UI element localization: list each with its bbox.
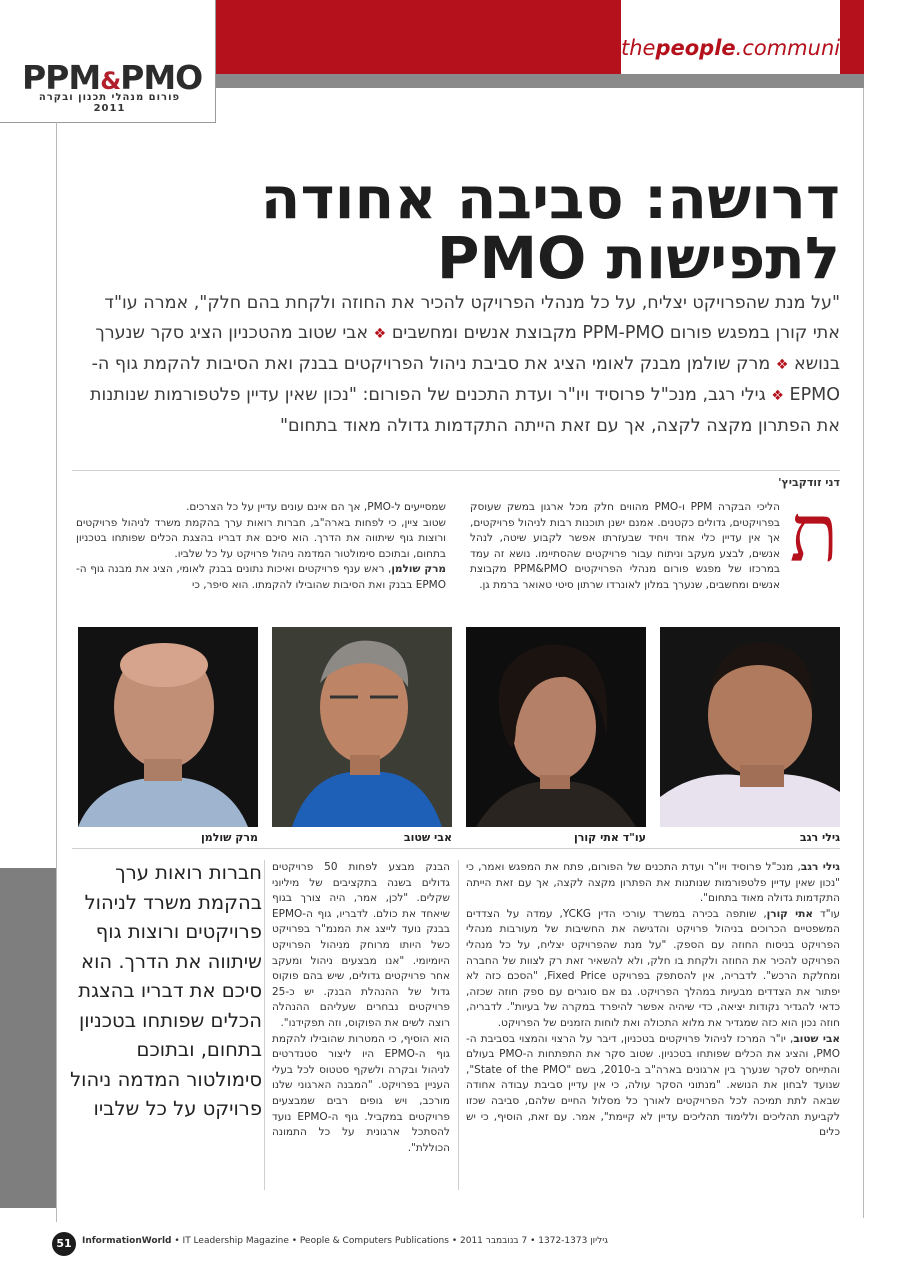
bullet-icon: •: [291, 1236, 298, 1246]
footer-publication: IT Leadership Magazine: [182, 1236, 289, 1246]
section-label-prefix: the: [621, 36, 656, 60]
side-gray-block: [0, 868, 56, 1208]
article-intro: [90, 288, 840, 441]
speaker-name: אבי שטוב: [793, 1032, 840, 1045]
photo-eti-koren: [466, 627, 646, 827]
page-frame-left: [56, 122, 57, 1222]
divider: [72, 848, 840, 849]
forum-logo: [0, 0, 216, 123]
intro-part-1: "על מנת שהפרויקט יצליח, על כל מנהלי הפרויקט להכיר את החוזה ולקחת בהם חלק", אמרה עו"ד אתי קורן במפגש פורום PPM-PMO מקבוצת אנשים ומחשבים: [104, 293, 840, 343]
photo-gili-regev: [660, 627, 840, 827]
headline-line-2: לתפישות PMO: [436, 224, 840, 292]
article-paragraph: שטוב ציין, כי לפחות בארה"ב, חברות רואות ערך בהקמת משרד לניהול פרויקטים ורוצות גוף שיתווה את הדרך. הוא סיכם את דבריו בהצגת הכלים שפותחו בטכניון בתחום, ובתוכם סימולטור המדמה ניהול פרויקט על כל שלביו.: [76, 516, 446, 560]
diamond-separator-icon: ❖: [771, 388, 784, 404]
article-column-middle: [272, 860, 450, 1156]
page-number: 51: [52, 1232, 76, 1256]
article-headline: [200, 164, 840, 292]
diamond-separator-icon: ❖: [373, 326, 387, 342]
photo-caption: גילי רגב: [799, 831, 840, 844]
article-paragraph: הוא הוסיף, כי המטרות שהובילו להקמת גוף ה-EPMO היו ליצור סטנדרטים לניהול ובקרה ולשקף סטטוס לכל בעלי העניין בפרויקט. "המבנה הארגוני שלנו מורכב, ויש גופים רבים שמבצעים פרויקטים במקביל. גוף ה-EPMO נועד להסתכל ארגונית על כל התמונה הכוללת".: [272, 1032, 451, 1154]
paragraph-text: , יו"ר המרכז לניהול פרויקטים בטכניון, דיבר על הרצוי והמצוי בסביבת ה-PMO, והציג את הכלים שפותחו בטכניון. שטוב סקר את התפתחות ה-PMO בעולם והתייחס לסקר שנערך בין ארגונים בארה"ב ב-2010, בשם "State of the PMO", שנועד לבחון את הנושא. "מנתוני הסקר עולה, כי אין עדיין סביבת עבודה אחודה שבאה לתת תמיכה לכל הפרויקטים לאורך כל מסלול החיים שלהם, סביבה שכזו לקביעת תהליכים וללימוד תהליכים עדיין לא קיימת", אמר. עם זאת, הוסיף, כי יש כלים: [466, 1032, 840, 1139]
photo-mark-shulman: [78, 627, 258, 827]
paragraph-text: עו"ד: [813, 907, 840, 920]
column-divider: [264, 860, 265, 1190]
portrait-image: [78, 627, 258, 827]
logo-text-right: PMO: [120, 58, 203, 97]
article-paragraph: [76, 562, 446, 593]
bullet-icon: •: [451, 1236, 458, 1246]
article-paragraph: שמסייעים ל-PMO, אך הם אינם עונים עדיין על כל הצרכים.: [186, 501, 446, 513]
header-red-band: [216, 0, 621, 74]
article-column-top-left: [76, 500, 446, 594]
photo-caption: אבי שטוב: [403, 831, 452, 844]
headline-line-1: דרושה: סביבה אחודה: [260, 164, 840, 232]
pull-quote: חברות רואות ערך בהקמת משרד לניהול פרויקטים ורוצות גוף שיתווה את הדרך. הוא סיכם את דבריו בהצגת הכלים שפותחו בטכניון בתחום, ובתוכם סימולטור המדמה ניהול פרויקט על כל שלביו: [70, 861, 262, 1120]
author-byline: דני זודקביץ': [778, 476, 840, 489]
section-label-suffix: .community: [735, 36, 861, 60]
speaker-name: מרק שולמן: [391, 563, 446, 576]
intro-part-3: מרק שולמן מבנק לאומי הציג את סביבת ניהול הפרויקטים בבנק ואת הסיבות להקמת גוף ה-EPMO: [91, 354, 840, 405]
footer-publication-line: [82, 1236, 608, 1246]
column-divider: [458, 860, 459, 1190]
logo-subtitle: פורום מנהלי תכנון ובקרה 2011: [38, 92, 181, 114]
speaker-name: גילי רגב: [800, 861, 840, 873]
footer-publication: InformationWorld: [82, 1236, 172, 1246]
diamond-separator-icon: ❖: [775, 357, 789, 373]
intro-part-4: גילי רגב, מנכ"ל פרוסיד ויו"ר ועדת התכנים של הפורום: "נכון שאין עדיין פלטפורמות שנותנות את הפתרון מקצה לקצה, אך עם זאת הייתה התקדמות גדולה מאוד בתחום": [90, 385, 840, 436]
article-paragraph: [466, 907, 840, 1032]
portrait-image: [272, 627, 452, 827]
article-column-right: [466, 860, 840, 1141]
article-paragraph-opening: הליכי הבקרה PPM ו-PMO מהווים חלק מכל ארגון במשק שעוסק בפרויקטים, גדולים כקטנים. אמנם ישנן תוכנות רבות לניהול פרויקטים, אך אין עדיין כלי אחד ויחיד שבעזרתו אפשר לקבוע שיטה, לנהל אנשים, לבצע מעקב וניתוח עבור פרויקטים שהסתיימו. נושא זה עמד במרכזו של מפגש פורום מנהלי הפרויקטים PPM&PMO מקבוצת אנשים ומחשבים, שנערך במלון לאונרדו שרתון סיטי טאואר ברמת גן.: [470, 501, 780, 591]
logo-ampersand: &: [100, 67, 121, 95]
section-label-bold: people: [655, 36, 736, 60]
header-gray-bar: [216, 74, 864, 88]
photo-caption: עו"ד אתי קורן: [574, 831, 646, 844]
section-label: [621, 36, 861, 60]
logo-text-left: PPM: [22, 58, 101, 97]
article-paragraph: [466, 1032, 840, 1141]
paragraph-text: , מנכ"ל פרוסיד ויו"ר ועדת התכנים של הפורום, פתח את המפגש ואמר, כי "נכון שאין עדיין פלטפורמות שנותנות את הפתרון מקצה לקצה, אך עם זאת הייתה התקדמות גדולה מאוד בתחום".: [466, 861, 840, 905]
footer-publication: People & Computers Publications: [299, 1236, 449, 1246]
divider: [72, 470, 840, 471]
article-paragraph: [466, 860, 840, 907]
photo-caption: מרק שולמן: [200, 831, 258, 844]
article-paragraph: הבנק מבצע לפחות 50 פרויקטים גדולים בשנה בתקציבים של מיליוני שקלים. "לכן, אמר, היה צורך בגוף שיאחד את כולם. לדבריו, גוף ה-EPMO בבנק נועד לייצג את המנמ"ר בפרויקט כשל היותו מרוחק מניהול הפרויקט היומיומי. "אנו מבצעים ניהול ומעקב אחר פרויקטים גדולים, שיש בהם פוקוס גדול של ההנהלת הבנק. יש כ-25 פרויקטים נבחרים שעליהם ההנהלה רוצה לשים את הפוקוס, וזה תפקידנו".: [272, 861, 450, 1029]
photo-avi-shtub: [272, 627, 452, 827]
footer-issue: גיליון 1372-1373 • 7 בנובמבר 2011: [460, 1236, 608, 1246]
portrait-image: [466, 627, 646, 827]
page-frame-right: [863, 88, 864, 1218]
drop-cap: ת: [789, 487, 839, 580]
paragraph-text: , ראש ענף פרויקטים ואיכות נתונים בבנק לאומי, הציג את מבנה גוף ה-EPMO בבנק ואת הסיבות שהובילו להקמתו. הוא סיפר, כי: [76, 563, 446, 591]
portrait-image: [660, 627, 840, 827]
speaker-name: אתי קורן: [766, 907, 814, 920]
intro-part-2: אבי שטוב מהטכניון הציג סקר שנערך בנושא: [95, 323, 840, 374]
bullet-icon: •: [174, 1236, 180, 1246]
paragraph-text: , שותפה בכירה במשרד עורכי הדין YCKG, עמדה על הצדדים המשפטיים הכרוכים בניהול פרויקט והדגישה את החשיבות של מעורבות מנהלי הפרויקט בניסוח החוזה עם הספק. "על מנת שהפרויקט יצליח, על כל מנהלי הפרויקט להכיר את החוזה ולקחת בו חלק, ולא להשאיר זאת רק לצוות של החברה ומחלקת הרכש". לדבריה, אין להסתפק בפרויקט Fixed Price, "הסכם כזה לא יפתור את הצדדים מבעיות במהלך הפרויקט. גם אם סוגרים עם ספק חוזה שכזה, כדאי להגדיר נקודות יציאה, כדי שיהיה אפשר להיפרד במקרה של בעיות". לדבריה, חוזה נכון הוא כזה שמגדיר את מלוא התכולה ואת לוחות הזמנים של הפרויקט.: [466, 907, 840, 1029]
